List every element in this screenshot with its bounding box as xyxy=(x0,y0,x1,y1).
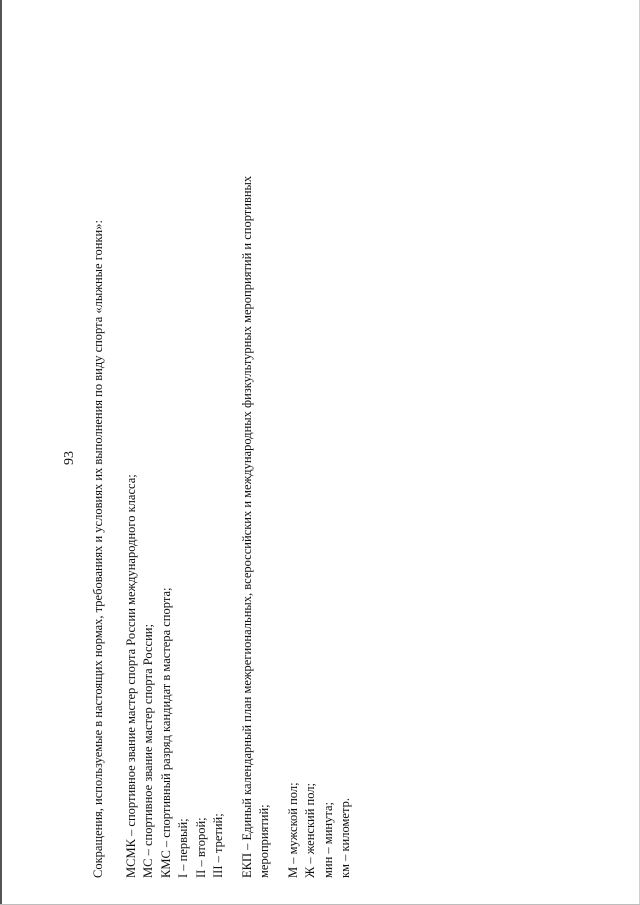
abbreviation-line-msmk: МСМК – спортивное звание мастер спорта России международного класса; xyxy=(123,474,138,878)
abbreviations-text xyxy=(90,38,355,878)
abbreviation-line-female: Ж – женский пол; xyxy=(303,782,317,878)
abbreviation-line-second: II – второй; xyxy=(193,817,208,878)
scan-edge-left xyxy=(0,0,2,905)
abbreviation-line-ekp: ЕКП – Единый календарный план межрегиональных, всероссийских и международных физкультурных мероприятий и спортивных xyxy=(239,175,254,878)
abbreviation-line-ms: МС – спортивное звание мастер спорта России; xyxy=(141,624,155,878)
abbreviation-line-kms: КМС – спортивный разряд кандидат в мастера спорта; xyxy=(158,587,173,878)
abbreviation-line-male: М – мужской пол; xyxy=(285,782,300,878)
abbreviation-line-kilometer: км – километр. xyxy=(338,798,352,878)
intro-line: Сокращения, используемые в настоящих нормах, требованиях и условиях их выполнения по виду спорта «лыжные гонки»: xyxy=(91,220,105,878)
abbreviation-line-third: III – третий; xyxy=(211,813,225,878)
abbreviation-line-first: I – первый; xyxy=(176,818,190,878)
abbreviation-line-ekp-continued: мероприятий; xyxy=(257,804,271,878)
abbreviation-line-minute: мин – минута; xyxy=(320,802,335,878)
page-number: 93 xyxy=(62,451,77,465)
rotated-document-page xyxy=(62,38,352,878)
